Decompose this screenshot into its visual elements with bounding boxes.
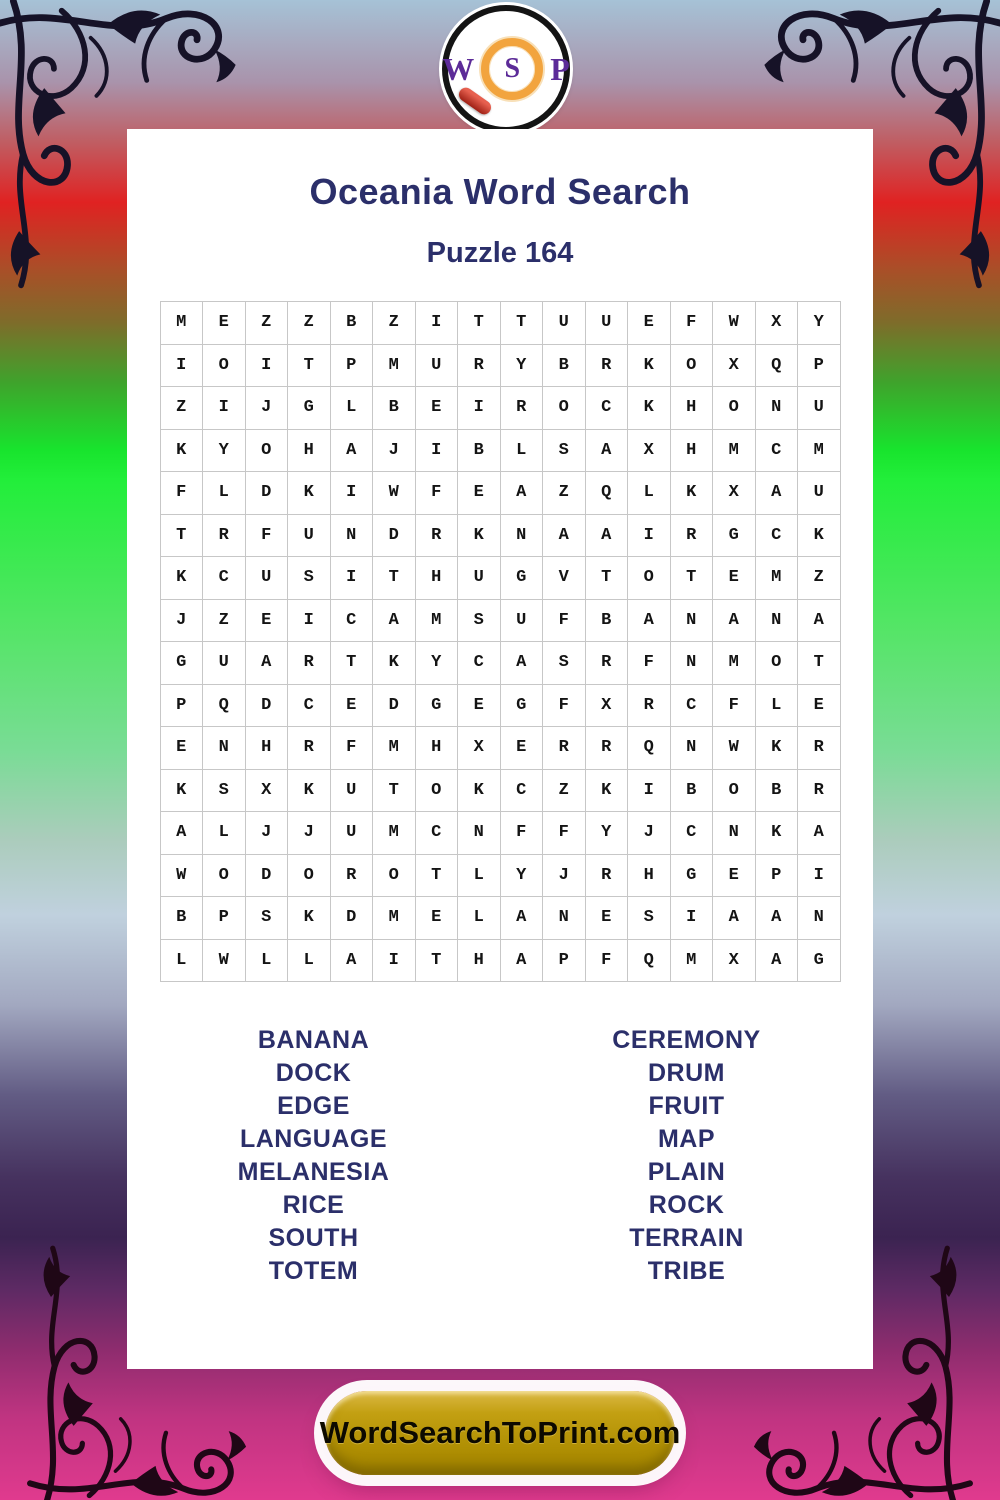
grid-cell: H	[671, 387, 714, 430]
grid-cell: I	[331, 472, 374, 515]
grid-cell: O	[288, 855, 331, 898]
grid-cell: T	[161, 515, 204, 558]
grid-cell: S	[543, 430, 586, 473]
grid-cell: O	[756, 642, 799, 685]
grid-cell: F	[161, 472, 204, 515]
word-list-item: CEREMONY	[612, 1026, 761, 1054]
grid-cell: I	[628, 770, 671, 813]
grid-cell: A	[586, 515, 629, 558]
grid-cell: K	[628, 387, 671, 430]
grid-cell: O	[246, 430, 289, 473]
grid-cell: W	[713, 302, 756, 345]
grid-cell: I	[203, 387, 246, 430]
grid-cell: E	[586, 897, 629, 940]
grid-cell: M	[416, 600, 459, 643]
puzzle-card	[127, 129, 873, 1369]
grid-cell: W	[373, 472, 416, 515]
grid-cell: H	[288, 430, 331, 473]
grid-cell: Q	[628, 727, 671, 770]
grid-cell: T	[798, 642, 841, 685]
grid-cell: B	[543, 345, 586, 388]
grid-cell: Z	[543, 472, 586, 515]
grid-cell: A	[501, 897, 544, 940]
word-list-item: TERRAIN	[629, 1224, 744, 1252]
grid-cell: I	[458, 387, 501, 430]
grid-cell: N	[203, 727, 246, 770]
grid-cell: X	[246, 770, 289, 813]
grid-cell: O	[628, 557, 671, 600]
grid-cell: T	[458, 302, 501, 345]
grid-cell: T	[416, 940, 459, 983]
grid-cell: S	[628, 897, 671, 940]
grid-cell: K	[798, 515, 841, 558]
grid-cell: F	[416, 472, 459, 515]
grid-cell: C	[756, 430, 799, 473]
grid-cell: A	[798, 812, 841, 855]
grid-cell: X	[458, 727, 501, 770]
grid-cell: R	[586, 642, 629, 685]
wsp-logo-letters	[442, 38, 570, 100]
grid-cell: X	[628, 430, 671, 473]
grid-cell: M	[713, 642, 756, 685]
grid-cell: R	[416, 515, 459, 558]
grid-cell: N	[671, 600, 714, 643]
grid-cell: A	[161, 812, 204, 855]
grid-cell: K	[458, 515, 501, 558]
grid-cell: H	[671, 430, 714, 473]
grid-cell: T	[288, 345, 331, 388]
logo-letter-p: P	[550, 50, 570, 87]
grid-cell: I	[416, 430, 459, 473]
grid-cell: Y	[416, 642, 459, 685]
word-list-item: SOUTH	[268, 1224, 359, 1252]
grid-cell: F	[543, 812, 586, 855]
grid-cell: C	[416, 812, 459, 855]
word-column-left	[127, 1024, 500, 1288]
grid-cell: D	[246, 855, 289, 898]
grid-cell: C	[203, 557, 246, 600]
grid-cell: L	[203, 812, 246, 855]
grid-cell: L	[203, 472, 246, 515]
grid-cell: R	[458, 345, 501, 388]
grid-cell: L	[501, 430, 544, 473]
grid-cell: T	[671, 557, 714, 600]
grid-cell: S	[203, 770, 246, 813]
grid-cell: R	[543, 727, 586, 770]
grid-cell: F	[586, 940, 629, 983]
word-list-item: DRUM	[648, 1059, 725, 1087]
grid-cell: F	[331, 727, 374, 770]
grid-cell: R	[331, 855, 374, 898]
grid-cell: I	[628, 515, 671, 558]
grid-cell: N	[671, 727, 714, 770]
grid-cell: L	[458, 855, 501, 898]
grid-cell: V	[543, 557, 586, 600]
grid-cell: U	[798, 472, 841, 515]
grid-cell: Q	[756, 345, 799, 388]
grid-cell: R	[628, 685, 671, 728]
grid-cell: B	[756, 770, 799, 813]
word-list	[127, 1024, 873, 1288]
grid-cell: P	[798, 345, 841, 388]
grid-cell: B	[586, 600, 629, 643]
grid-cell: J	[543, 855, 586, 898]
grid-cell: I	[246, 345, 289, 388]
grid-cell: K	[373, 642, 416, 685]
magnifier-handle-icon	[456, 85, 494, 117]
grid-cell: A	[331, 430, 374, 473]
grid-cell: G	[713, 515, 756, 558]
grid-cell: D	[331, 897, 374, 940]
grid-cell: E	[416, 897, 459, 940]
grid-cell: C	[671, 812, 714, 855]
grid-cell: G	[161, 642, 204, 685]
grid-cell: A	[713, 897, 756, 940]
word-list-item: ROCK	[648, 1191, 725, 1219]
grid-cell: G	[288, 387, 331, 430]
grid-cell: Z	[161, 387, 204, 430]
grid-cell: E	[458, 685, 501, 728]
grid-cell: Y	[501, 345, 544, 388]
grid-cell: T	[373, 557, 416, 600]
grid-cell: N	[756, 600, 799, 643]
grid-cell: D	[246, 472, 289, 515]
grid-cell: A	[501, 940, 544, 983]
grid-cell: Z	[203, 600, 246, 643]
grid-cell: E	[416, 387, 459, 430]
grid-cell: Q	[203, 685, 246, 728]
grid-cell: A	[373, 600, 416, 643]
grid-cell: K	[671, 472, 714, 515]
grid-cell: U	[331, 812, 374, 855]
grid-cell: R	[288, 727, 331, 770]
grid-cell: C	[586, 387, 629, 430]
grid-cell: Z	[246, 302, 289, 345]
grid-cell: P	[161, 685, 204, 728]
word-list-item: PLAIN	[647, 1158, 726, 1186]
grid-cell: N	[501, 515, 544, 558]
grid-cell: F	[501, 812, 544, 855]
grid-cell: U	[331, 770, 374, 813]
grid-cell: Q	[628, 940, 671, 983]
grid-cell: G	[501, 557, 544, 600]
grid-cell: A	[331, 940, 374, 983]
grid-cell: Y	[501, 855, 544, 898]
grid-cell: K	[756, 727, 799, 770]
grid-cell: N	[543, 897, 586, 940]
grid-cell: A	[713, 600, 756, 643]
grid-cell: E	[203, 302, 246, 345]
grid-cell: I	[416, 302, 459, 345]
grid-cell: W	[713, 727, 756, 770]
grid-cell: S	[458, 600, 501, 643]
grid-cell: I	[798, 855, 841, 898]
grid-cell: J	[246, 812, 289, 855]
grid-cell: X	[713, 940, 756, 983]
grid-cell: Z	[543, 770, 586, 813]
grid-cell: A	[798, 600, 841, 643]
word-list-item: LANGUAGE	[239, 1125, 388, 1153]
grid-cell: Z	[373, 302, 416, 345]
grid-cell: C	[458, 642, 501, 685]
grid-cell: L	[628, 472, 671, 515]
grid-cell: F	[543, 600, 586, 643]
grid-cell: U	[246, 557, 289, 600]
grid-cell: D	[246, 685, 289, 728]
grid-cell: K	[161, 557, 204, 600]
grid-cell: G	[671, 855, 714, 898]
grid-cell: S	[543, 642, 586, 685]
grid-cell: M	[713, 430, 756, 473]
grid-cell: K	[586, 770, 629, 813]
grid-cell: E	[713, 557, 756, 600]
grid-cell: U	[458, 557, 501, 600]
grid-cell: Y	[203, 430, 246, 473]
grid-cell: B	[331, 302, 374, 345]
puzzle-title: Oceania Word Search	[309, 171, 691, 212]
grid-cell: P	[543, 940, 586, 983]
grid-cell: X	[586, 685, 629, 728]
grid-cell: D	[373, 515, 416, 558]
grid-cell: L	[246, 940, 289, 983]
grid-cell: L	[288, 940, 331, 983]
grid-cell: F	[628, 642, 671, 685]
site-link-button[interactable]: WordSearchToPrint.com	[325, 1391, 675, 1475]
grid-cell: E	[331, 685, 374, 728]
grid-cell: X	[756, 302, 799, 345]
word-list-item: TOTEM	[268, 1257, 359, 1285]
grid-cell: C	[671, 685, 714, 728]
word-list-item: MAP	[657, 1125, 716, 1153]
grid-cell: R	[798, 770, 841, 813]
grid-cell: P	[203, 897, 246, 940]
grid-cell: R	[798, 727, 841, 770]
grid-cell: J	[246, 387, 289, 430]
grid-cell: F	[246, 515, 289, 558]
grid-cell: F	[713, 685, 756, 728]
grid-cell: C	[501, 770, 544, 813]
grid-cell: I	[161, 345, 204, 388]
grid-cell: K	[288, 472, 331, 515]
grid-cell: E	[161, 727, 204, 770]
grid-cell: A	[756, 472, 799, 515]
grid-cell: G	[416, 685, 459, 728]
word-list-item: MELANESIA	[237, 1158, 390, 1186]
grid-cell: W	[161, 855, 204, 898]
grid-cell: U	[416, 345, 459, 388]
grid-cell: R	[203, 515, 246, 558]
grid-cell: U	[543, 302, 586, 345]
grid-cell: R	[288, 642, 331, 685]
word-column-right	[500, 1024, 873, 1288]
grid-cell: J	[288, 812, 331, 855]
grid-cell: L	[458, 897, 501, 940]
grid-cell: B	[161, 897, 204, 940]
grid-cell: F	[543, 685, 586, 728]
grid-cell: E	[458, 472, 501, 515]
grid-cell: T	[416, 855, 459, 898]
grid-cell: N	[798, 897, 841, 940]
grid-cell: Q	[586, 472, 629, 515]
grid-cell: I	[671, 897, 714, 940]
grid-cell: A	[501, 642, 544, 685]
grid-cell: H	[458, 940, 501, 983]
grid-cell: M	[373, 897, 416, 940]
grid-cell: U	[586, 302, 629, 345]
grid-cell: A	[543, 515, 586, 558]
magnifying-glass-icon	[481, 38, 543, 100]
grid-cell: U	[798, 387, 841, 430]
word-list-item: BANANA	[257, 1026, 370, 1054]
word-list-item: DOCK	[275, 1059, 352, 1087]
grid-cell: O	[203, 345, 246, 388]
grid-cell: M	[373, 727, 416, 770]
grid-cell: O	[373, 855, 416, 898]
grid-cell: K	[458, 770, 501, 813]
grid-cell: B	[671, 770, 714, 813]
grid-cell: M	[161, 302, 204, 345]
grid-cell: U	[203, 642, 246, 685]
grid-cell: T	[586, 557, 629, 600]
word-list-item: RICE	[282, 1191, 345, 1219]
grid-cell: E	[713, 855, 756, 898]
grid-cell: Z	[798, 557, 841, 600]
grid-cell: A	[756, 897, 799, 940]
grid-cell: O	[543, 387, 586, 430]
grid-cell: T	[501, 302, 544, 345]
grid-cell: M	[798, 430, 841, 473]
grid-cell: J	[628, 812, 671, 855]
grid-cell: H	[416, 727, 459, 770]
grid-cell: S	[288, 557, 331, 600]
grid-cell: N	[713, 812, 756, 855]
grid-cell: L	[331, 387, 374, 430]
grid-cell: N	[458, 812, 501, 855]
word-list-item: TRIBE	[647, 1257, 726, 1285]
grid-cell: J	[373, 430, 416, 473]
grid-cell: G	[798, 940, 841, 983]
word-search-grid	[160, 301, 841, 982]
grid-cell: Z	[288, 302, 331, 345]
grid-cell: P	[756, 855, 799, 898]
grid-cell: E	[628, 302, 671, 345]
grid-cell: T	[331, 642, 374, 685]
grid-cell: K	[628, 345, 671, 388]
grid-cell: T	[373, 770, 416, 813]
grid-cell: E	[246, 600, 289, 643]
grid-cell: S	[246, 897, 289, 940]
grid-cell: C	[756, 515, 799, 558]
word-list-item: FRUIT	[648, 1092, 725, 1120]
grid-cell: U	[288, 515, 331, 558]
grid-cell: G	[501, 685, 544, 728]
grid-cell: Y	[798, 302, 841, 345]
grid-cell: A	[628, 600, 671, 643]
grid-cell: B	[458, 430, 501, 473]
logo-letter-w: W	[442, 50, 475, 87]
grid-cell: O	[203, 855, 246, 898]
puzzle-subtitle: Puzzle 164	[426, 237, 574, 269]
grid-cell: K	[161, 430, 204, 473]
grid-cell: A	[586, 430, 629, 473]
grid-cell: D	[373, 685, 416, 728]
grid-cell: Y	[586, 812, 629, 855]
grid-cell: E	[501, 727, 544, 770]
grid-cell: K	[756, 812, 799, 855]
grid-cell: O	[671, 345, 714, 388]
grid-cell: L	[161, 940, 204, 983]
grid-cell: X	[713, 345, 756, 388]
grid-cell: H	[628, 855, 671, 898]
grid-cell: M	[756, 557, 799, 600]
grid-cell: O	[713, 770, 756, 813]
grid-cell: J	[161, 600, 204, 643]
grid-cell: A	[756, 940, 799, 983]
grid-cell: R	[671, 515, 714, 558]
grid-cell: R	[501, 387, 544, 430]
grid-cell: H	[246, 727, 289, 770]
grid-cell: F	[671, 302, 714, 345]
grid-cell: M	[671, 940, 714, 983]
grid-cell: O	[713, 387, 756, 430]
grid-cell: U	[501, 600, 544, 643]
grid-cell: C	[331, 600, 374, 643]
grid-cell: W	[203, 940, 246, 983]
grid-cell: O	[416, 770, 459, 813]
grid-cell: N	[331, 515, 374, 558]
grid-cell: N	[756, 387, 799, 430]
grid-cell: A	[246, 642, 289, 685]
grid-cell: N	[671, 642, 714, 685]
word-list-item: EDGE	[277, 1092, 350, 1120]
grid-cell: X	[713, 472, 756, 515]
grid-cell: M	[373, 812, 416, 855]
grid-cell: C	[288, 685, 331, 728]
grid-cell: H	[416, 557, 459, 600]
grid-cell: I	[373, 940, 416, 983]
grid-cell: E	[798, 685, 841, 728]
grid-cell: K	[288, 897, 331, 940]
logo-letter-s: S	[504, 53, 521, 84]
grid-cell: R	[586, 345, 629, 388]
grid-cell: M	[373, 345, 416, 388]
grid-cell: I	[288, 600, 331, 643]
grid-cell: R	[586, 855, 629, 898]
grid-cell: K	[161, 770, 204, 813]
grid-cell: I	[331, 557, 374, 600]
grid-cell: K	[288, 770, 331, 813]
grid-cell: R	[586, 727, 629, 770]
grid-cell: B	[373, 387, 416, 430]
grid-cell: L	[756, 685, 799, 728]
wsp-logo	[442, 5, 570, 133]
grid-cell: A	[501, 472, 544, 515]
grid-cell: P	[331, 345, 374, 388]
